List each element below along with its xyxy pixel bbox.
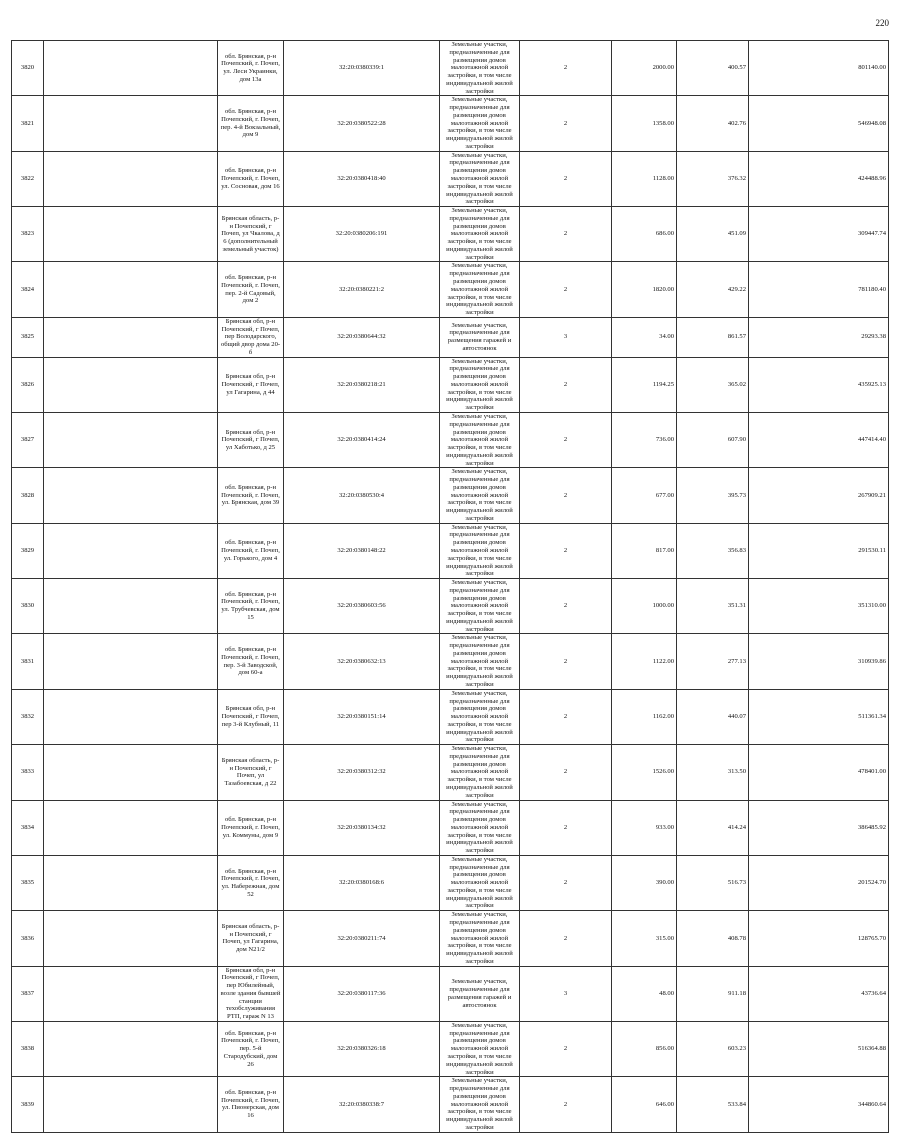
area-cell: 736.00 [612, 412, 677, 467]
table-row [12, 262, 889, 317]
unit-value-cell: 395.73 [677, 468, 749, 523]
unit-value-cell: 861.57 [677, 317, 749, 357]
spacer-cell [44, 634, 218, 689]
category-cell: 2 [520, 523, 612, 578]
table-row [12, 151, 889, 206]
cadastral-value-cell: 781180.40 [749, 262, 889, 317]
unit-value-cell: 351.31 [677, 579, 749, 634]
cadastral-value-cell: 511361.34 [749, 689, 889, 744]
row-number-cell: 3835 [12, 855, 44, 910]
cadastral-number-cell: 32:20:0380522:28 [284, 96, 440, 151]
cadastral-number-cell: 32:20:0380644:32 [284, 317, 440, 357]
area-cell: 1128.00 [612, 151, 677, 206]
spacer-cell [44, 207, 218, 262]
cadastral-number-cell: 32:20:0380603:56 [284, 579, 440, 634]
land-use-cell: Земельные участки, предназначенные для размещения домов малоэтажной жилой застройки, в том числе индивидуальной жилой застройки [440, 579, 520, 634]
row-number-cell: 3821 [12, 96, 44, 151]
category-cell: 2 [520, 357, 612, 412]
table-row [12, 800, 889, 855]
cadastral-number-cell: 32:20:0380168:6 [284, 855, 440, 910]
table-row [12, 357, 889, 412]
address-cell: обл. Брянская, р-н Почепский, г. Почеп, ул. Леси Украинки, дом 13а [218, 41, 284, 96]
unit-value-cell: 451.09 [677, 207, 749, 262]
unit-value-cell: 356.83 [677, 523, 749, 578]
address-cell: Брянская область, р-н Почепский, г Почеп, ул Чкалова, д 6 (дополнительный земельный участок) [218, 207, 284, 262]
row-number-cell: 3830 [12, 579, 44, 634]
spacer-cell [44, 911, 218, 966]
table-row [12, 745, 889, 800]
land-use-cell: Земельные участки, предназначенные для размещения домов малоэтажной жилой застройки, в том числе индивидуальной жилой застройки [440, 262, 520, 317]
area-cell: 390.00 [612, 855, 677, 910]
category-cell: 2 [520, 151, 612, 206]
category-cell: 2 [520, 634, 612, 689]
address-cell: обл. Брянская, р-н Почепский, г. Почеп, пер. 4-й Вокзальный, дом 9 [218, 96, 284, 151]
cadastral-value-cell: 43736.64 [749, 966, 889, 1021]
spacer-cell [44, 262, 218, 317]
land-use-cell: Земельные участки, предназначенные для размещения домов малоэтажной жилой застройки, в том числе индивидуальной жилой застройки [440, 745, 520, 800]
land-use-cell: Земельные участки, предназначенные для размещения домов малоэтажной жилой застройки, в том числе индивидуальной жилой застройки [440, 468, 520, 523]
unit-value-cell: 376.32 [677, 151, 749, 206]
unit-value-cell: 408.78 [677, 911, 749, 966]
area-cell: 315.00 [612, 911, 677, 966]
table-row [12, 634, 889, 689]
land-use-cell: Земельные участки, предназначенные для размещения домов малоэтажной жилой застройки, в том числе индивидуальной жилой застройки [440, 689, 520, 744]
row-number-cell: 3837 [12, 966, 44, 1021]
spacer-cell [44, 1021, 218, 1076]
cadastral-number-cell: 32:20:0380148:22 [284, 523, 440, 578]
land-use-cell: Земельные участки, предназначенные для размещения домов малоэтажной жилой застройки, в том числе индивидуальной жилой застройки [440, 151, 520, 206]
area-cell: 933.00 [612, 800, 677, 855]
table-row [12, 911, 889, 966]
address-cell: обл. Брянская, р-н Почепский, г. Почеп, ул. Коммуны, дом 9 [218, 800, 284, 855]
land-use-cell: Земельные участки, предназначенные для размещения домов малоэтажной жилой застройки, в том числе индивидуальной жилой застройки [440, 1077, 520, 1132]
unit-value-cell: 440.07 [677, 689, 749, 744]
cadastral-value-cell: 309447.74 [749, 207, 889, 262]
spacer-cell [44, 96, 218, 151]
unit-value-cell: 400.57 [677, 41, 749, 96]
row-number-cell: 3827 [12, 412, 44, 467]
cadastral-value-cell: 344860.64 [749, 1077, 889, 1132]
category-cell: 2 [520, 689, 612, 744]
land-use-cell: Земельные участки, предназначенные для размещения домов малоэтажной жилой застройки, в том числе индивидуальной жилой застройки [440, 911, 520, 966]
spacer-cell [44, 855, 218, 910]
cadastral-number-cell: 32:20:0380312:32 [284, 745, 440, 800]
category-cell: 3 [520, 966, 612, 1021]
area-cell: 856.00 [612, 1021, 677, 1076]
land-use-cell: Земельные участки, предназначенные для размещения домов малоэтажной жилой застройки, в том числе индивидуальной жилой застройки [440, 800, 520, 855]
category-cell: 2 [520, 579, 612, 634]
row-number-cell: 3824 [12, 262, 44, 317]
category-cell: 2 [520, 800, 612, 855]
land-use-cell: Земельные участки, предназначенные для размещения домов малоэтажной жилой застройки, в том числе индивидуальной жилой застройки [440, 855, 520, 910]
category-cell: 2 [520, 855, 612, 910]
category-cell: 3 [520, 317, 612, 357]
unit-value-cell: 911.18 [677, 966, 749, 1021]
address-cell: Брянская обл, р-н Почепский, г Почеп, пер Володарского, общий двор дома 20-б [218, 317, 284, 357]
area-cell: 686.00 [612, 207, 677, 262]
table-row [12, 412, 889, 467]
cadastral-value-table [11, 40, 889, 1133]
area-cell: 1000.00 [612, 579, 677, 634]
land-use-cell: Земельные участки, предназначенные для размещения домов малоэтажной жилой застройки, в том числе индивидуальной жилой застройки [440, 207, 520, 262]
address-cell: обл. Брянская, р-н Почепский, г. Почеп, ул. Набережная, дом 52 [218, 855, 284, 910]
cadastral-number-cell: 32:20:0380632:13 [284, 634, 440, 689]
area-cell: 1526.00 [612, 745, 677, 800]
address-cell: обл. Брянская, р-н Почепский, г. Почеп, пер. 2-й Садовый, дом 2 [218, 262, 284, 317]
category-cell: 2 [520, 1021, 612, 1076]
area-cell: 677.00 [612, 468, 677, 523]
unit-value-cell: 313.50 [677, 745, 749, 800]
unit-value-cell: 533.84 [677, 1077, 749, 1132]
address-cell: Брянская обл, р-н Почепский, г Почеп, ул Хаботько, д 25 [218, 412, 284, 467]
row-number-cell: 3825 [12, 317, 44, 357]
category-cell: 2 [520, 96, 612, 151]
cadastral-value-cell: 291530.11 [749, 523, 889, 578]
unit-value-cell: 277.13 [677, 634, 749, 689]
spacer-cell [44, 41, 218, 96]
address-cell: Брянская область, р-н Почепский, г Почеп, ул Тазабоевская, д 22 [218, 745, 284, 800]
category-cell: 2 [520, 1077, 612, 1132]
address-cell: обл. Брянская, р-н Почепский, г. Почеп, ул. Брянская, дом 39 [218, 468, 284, 523]
row-number-cell: 3828 [12, 468, 44, 523]
address-cell: Брянская обл, р-н Почепский, г Почеп, ул Гагарина, д 44 [218, 357, 284, 412]
table-row [12, 96, 889, 151]
table-row [12, 523, 889, 578]
spacer-cell [44, 579, 218, 634]
table-row [12, 317, 889, 357]
cadastral-number-cell: 32:20:0380414:24 [284, 412, 440, 467]
spacer-cell [44, 523, 218, 578]
spacer-cell [44, 966, 218, 1021]
spacer-cell [44, 689, 218, 744]
cadastral-value-cell: 128765.70 [749, 911, 889, 966]
table-row [12, 1077, 889, 1132]
address-cell: обл. Брянская, р-н Почепский, г. Почеп, ул. Сосновая, дом 16 [218, 151, 284, 206]
land-use-cell: Земельные участки, предназначенные для размещения домов малоэтажной жилой застройки, в том числе индивидуальной жилой застройки [440, 523, 520, 578]
cadastral-value-cell: 424488.96 [749, 151, 889, 206]
row-number-cell: 3831 [12, 634, 44, 689]
table-row [12, 41, 889, 96]
land-use-cell: Земельные участки, предназначенные для размещения домов малоэтажной жилой застройки, в том числе индивидуальной жилой застройки [440, 1021, 520, 1076]
cadastral-number-cell: 32:20:0380151:14 [284, 689, 440, 744]
cadastral-number-cell: 32:20:0380221:2 [284, 262, 440, 317]
page-number: 220 [875, 18, 889, 28]
cadastral-value-cell: 435925.13 [749, 357, 889, 412]
row-number-cell: 3832 [12, 689, 44, 744]
row-number-cell: 3836 [12, 911, 44, 966]
cadastral-value-cell: 310939.86 [749, 634, 889, 689]
area-cell: 34.00 [612, 317, 677, 357]
table-row [12, 579, 889, 634]
address-cell: обл. Брянская, р-н Почепский, г. Почеп, ул. Горького, дом 4 [218, 523, 284, 578]
row-number-cell: 3838 [12, 1021, 44, 1076]
land-use-cell: Земельные участки, предназначенные для размещения домов малоэтажной жилой застройки, в том числе индивидуальной жилой застройки [440, 357, 520, 412]
cadastral-number-cell: 32:20:0380211:74 [284, 911, 440, 966]
cadastral-number-cell: 32:20:0380530:4 [284, 468, 440, 523]
table-row [12, 689, 889, 744]
row-number-cell: 3820 [12, 41, 44, 96]
cadastral-number-cell: 32:20:0380326:18 [284, 1021, 440, 1076]
unit-value-cell: 516.73 [677, 855, 749, 910]
row-number-cell: 3826 [12, 357, 44, 412]
cadastral-number-cell: 32:20:0380418:40 [284, 151, 440, 206]
land-use-cell: Земельные участки, предназначенные для размещения гаражей и автостоянок [440, 317, 520, 357]
spacer-cell [44, 800, 218, 855]
spacer-cell [44, 317, 218, 357]
row-number-cell: 3833 [12, 745, 44, 800]
cadastral-value-cell: 201524.70 [749, 855, 889, 910]
cadastral-value-cell: 801140.00 [749, 41, 889, 96]
area-cell: 1162.00 [612, 689, 677, 744]
cadastral-number-cell: 32:20:0380338:7 [284, 1077, 440, 1132]
unit-value-cell: 607.90 [677, 412, 749, 467]
area-cell: 2000.00 [612, 41, 677, 96]
cadastral-number-cell: 32:20:0380134:32 [284, 800, 440, 855]
spacer-cell [44, 1077, 218, 1132]
address-cell: обл. Брянская, р-н Почепский, г. Почеп, пер. 3-й Заводской, дом 60-а [218, 634, 284, 689]
land-use-cell: Земельные участки, предназначенные для размещения домов малоэтажной жилой застройки, в том числе индивидуальной жилой застройки [440, 96, 520, 151]
cadastral-number-cell: 32:20:0380339:1 [284, 41, 440, 96]
table-row [12, 855, 889, 910]
category-cell: 2 [520, 745, 612, 800]
unit-value-cell: 429.22 [677, 262, 749, 317]
cadastral-value-cell: 267909.21 [749, 468, 889, 523]
spacer-cell [44, 151, 218, 206]
row-number-cell: 3822 [12, 151, 44, 206]
area-cell: 1358.00 [612, 96, 677, 151]
cadastral-number-cell: 32:20:0380218:21 [284, 357, 440, 412]
unit-value-cell: 603.23 [677, 1021, 749, 1076]
category-cell: 2 [520, 262, 612, 317]
table-row [12, 207, 889, 262]
address-cell: обл. Брянская, р-н Почепский, г. Почеп, пер. 5-й Стародубский, дом 26 [218, 1021, 284, 1076]
area-cell: 1122.00 [612, 634, 677, 689]
spacer-cell [44, 745, 218, 800]
table-body [12, 41, 889, 1133]
cadastral-value-cell: 351310.00 [749, 579, 889, 634]
category-cell: 2 [520, 468, 612, 523]
table-row [12, 1021, 889, 1076]
land-use-cell: Земельные участки, предназначенные для размещения домов малоэтажной жилой застройки, в том числе индивидуальной жилой застройки [440, 412, 520, 467]
category-cell: 2 [520, 207, 612, 262]
land-use-cell: Земельные участки, предназначенные для размещения домов малоэтажной жилой застройки, в том числе индивидуальной жилой застройки [440, 634, 520, 689]
address-cell: Брянская обл, р-н Почепский, г Почеп, пер 3-й Клубный, 11 [218, 689, 284, 744]
area-cell: 646.00 [612, 1077, 677, 1132]
cadastral-value-cell: 386485.92 [749, 800, 889, 855]
cadastral-value-cell: 516364.88 [749, 1021, 889, 1076]
unit-value-cell: 414.24 [677, 800, 749, 855]
row-number-cell: 3834 [12, 800, 44, 855]
category-cell: 2 [520, 41, 612, 96]
table-row [12, 468, 889, 523]
area-cell: 48.00 [612, 966, 677, 1021]
area-cell: 1820.00 [612, 262, 677, 317]
land-use-cell: Земельные участки, предназначенные для размещения гаражей и автостоянок [440, 966, 520, 1021]
cadastral-number-cell: 32:20:0380206:191 [284, 207, 440, 262]
area-cell: 817.00 [612, 523, 677, 578]
address-cell: обл. Брянская, р-н Почепский, г. Почеп, ул. Трубчевская, дом 15 [218, 579, 284, 634]
cadastral-value-cell: 447414.40 [749, 412, 889, 467]
address-cell: обл. Брянская, р-н Почепский, г. Почеп, ул. Пионерская, дом 16 [218, 1077, 284, 1132]
cadastral-value-cell: 546948.08 [749, 96, 889, 151]
spacer-cell [44, 357, 218, 412]
address-cell: Брянская область, р-н Почепский, г Почеп, ул Гагарина, дом N21/2 [218, 911, 284, 966]
unit-value-cell: 402.76 [677, 96, 749, 151]
area-cell: 1194.25 [612, 357, 677, 412]
land-use-cell: Земельные участки, предназначенные для размещения домов малоэтажной жилой застройки, в том числе индивидуальной жилой застройки [440, 41, 520, 96]
cadastral-number-cell: 32:20:0380117:36 [284, 966, 440, 1021]
spacer-cell [44, 412, 218, 467]
row-number-cell: 3839 [12, 1077, 44, 1132]
category-cell: 2 [520, 412, 612, 467]
unit-value-cell: 365.02 [677, 357, 749, 412]
spacer-cell [44, 468, 218, 523]
category-cell: 2 [520, 911, 612, 966]
table-row [12, 966, 889, 1021]
cadastral-value-cell: 29293.38 [749, 317, 889, 357]
row-number-cell: 3829 [12, 523, 44, 578]
cadastral-value-cell: 478401.00 [749, 745, 889, 800]
address-cell: Брянская обл, р-н Почепский, г Почеп, пер Юбилейный, возле здания бывшей станции техобслуживания РТП, гараж N 13 [218, 966, 284, 1021]
row-number-cell: 3823 [12, 207, 44, 262]
